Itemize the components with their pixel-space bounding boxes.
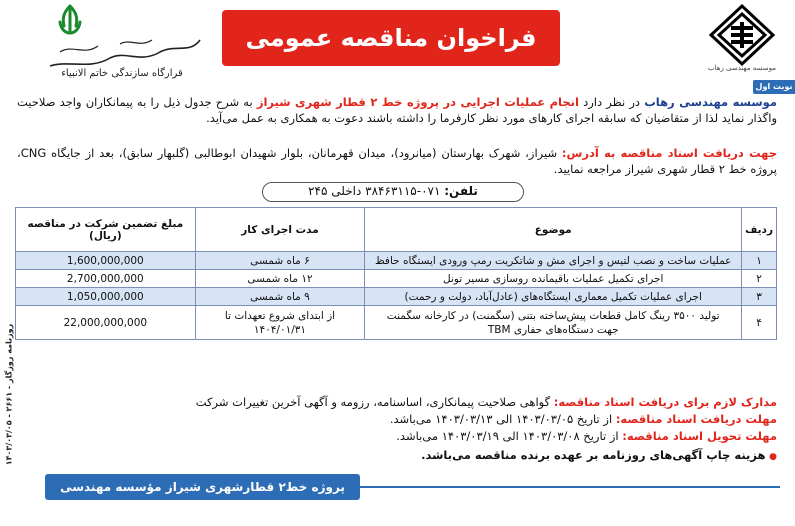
row-amount: 2,700,000,000 xyxy=(16,270,196,288)
cost-note: هزینه چاپ آگهی‌های روزنامه بر عهده برنده مناقصه می‌باشد. xyxy=(421,448,766,462)
row-subject-line-1: تولید ۳۵۰۰ رینگ کامل قطعات پیش‌ساخته بتنی (سگمنت) در کارخانه سگمنت xyxy=(386,309,720,322)
footer-divider xyxy=(360,486,780,488)
bullet-icon: ● xyxy=(769,452,777,462)
newspaper-date-strip xyxy=(2,300,16,500)
newspaper-date-text: روزنامه روزگار - ۲۶۶۱ - ۱۴۰۳/۰۳/۰۵ xyxy=(4,323,14,466)
rahab-org-caption: موسسه مهندسی رهاب xyxy=(708,64,776,72)
khatam-signature-logo xyxy=(40,30,205,78)
table-header-row xyxy=(16,208,777,252)
receive-label: مهلت دریافت اسناد مناقصه: xyxy=(615,412,777,426)
intro-text-1: در نظر دارد xyxy=(578,95,645,109)
deliver-label: مهلت تحویل اسناد مناقصه: xyxy=(622,429,777,443)
row-subject: اجرای تکمیل عملیات باقیمانده روسازی مسیر تونل xyxy=(365,270,742,288)
row-duration: ۱۲ ماه شمسی xyxy=(195,270,365,288)
row-num: ۱ xyxy=(742,252,777,270)
row-subject: عملیات ساخت و نصب لتیس و اجرای مش و شاتکریت رمپ ورودی ایستگاه حافظ xyxy=(365,252,742,270)
required-docs-line xyxy=(17,394,777,410)
docs-text: گواهی صلاحیت پیمانکاری، اساسنامه، رزومه و آگهی آخرین تغییرات شرکت xyxy=(195,395,554,409)
address-label: جهت دریافت اسناد مناقصه به آدرس: xyxy=(561,146,777,160)
row-amount: 1,050,000,000 xyxy=(16,288,196,306)
row-subject xyxy=(365,306,742,340)
row-num: ۴ xyxy=(742,306,777,340)
row-amount: 22,000,000,000 xyxy=(16,306,196,340)
header-subject: موضوع xyxy=(365,208,742,252)
row-subject-line-2: جهت دستگاه‌های حفاری TBM xyxy=(487,323,619,336)
footer-bar: پروژه خط۲ قطارشهری شیراز مؤسسه مهندسی رهاب xyxy=(45,474,360,500)
receive-text: از تاریخ ۱۴۰۳/۰۳/۰۵ الی ۱۴۰۳/۰۳/۱۳ می‌باشد. xyxy=(389,412,616,426)
row-num: ۲ xyxy=(742,270,777,288)
row-subject: اجرای عملیات تکمیل معماری ایستگاه‌های (عادل‌آباد، دولت و رحمت) xyxy=(365,288,742,306)
header-amount: مبلغ تضمین شرکت در مناقصه (ریال) xyxy=(16,208,196,252)
row-duration: ۶ ماه شمسی xyxy=(195,252,365,270)
row-duration-line-2: ۱۴۰۴/۰۱/۳۱ xyxy=(253,323,307,336)
cost-note-line xyxy=(17,447,777,465)
intro-paragraph xyxy=(17,94,777,144)
header-duration: مدت اجرای کار xyxy=(195,208,365,252)
page-title: فراخوان مناقصه عمومی xyxy=(245,24,537,52)
table-row xyxy=(16,270,777,288)
signature-text: قرارگاه سازندگی خاتم الانبیاء xyxy=(61,68,183,79)
receive-deadline-line xyxy=(17,411,777,427)
row-duration xyxy=(195,306,365,340)
table-row xyxy=(16,306,777,340)
row-num: ۳ xyxy=(742,288,777,306)
address-paragraph xyxy=(17,145,777,179)
header-num: ردیف xyxy=(742,208,777,252)
rahab-logo xyxy=(707,4,777,80)
title-banner xyxy=(222,10,560,66)
deliver-deadline-line xyxy=(17,428,777,444)
intro-org: موسسه مهندسی رهاب xyxy=(644,95,777,109)
rahab-logo-icon xyxy=(707,4,777,66)
round-badge: نوبت اول xyxy=(753,80,795,94)
row-duration: ۹ ماه شمسی xyxy=(195,288,365,306)
intro-text-2: به شرح جدول ذیل را به پیمانکاران واجد صلاحیت واگذار نماید لذا از متقاضیان که سابقه اجرای کارهای مورد نظر کارفرما را داشته باشند دعوت به همکاری به عمل می‌آید. xyxy=(17,95,777,125)
phone-label: تلفن: xyxy=(444,184,478,198)
table-row xyxy=(16,288,777,306)
phone-value: ۰۷۱-۳۸۴۶۳۱۱۵ داخلی ۲۴۵ xyxy=(308,184,441,198)
row-amount: 1,600,000,000 xyxy=(16,252,196,270)
row-duration-line-1: از ابتدای شروع تعهدات تا xyxy=(224,309,336,322)
table-row xyxy=(16,252,777,270)
docs-label: مدارک لازم برای دریافت اسناد مناقصه: xyxy=(553,395,777,409)
address-text: شیراز، شهرک بهارستان (میانرود)، میدان قهرمانان، بلوار شهیدان ابوطالبی (گلبهار سابق)، بعد از جایگاه CNG، پروژه خط ۲ قطار شهری شیراز مراجعه نمایید. xyxy=(17,146,777,176)
tender-table xyxy=(15,207,777,340)
intro-project: انجام عملیات اجرایی در پروژه خط ۲ قطار شهری شیراز xyxy=(256,95,579,109)
phone-box xyxy=(262,182,524,202)
deliver-text: از تاریخ ۱۴۰۳/۰۳/۰۸ الی ۱۴۰۳/۰۳/۱۹ می‌باشد. xyxy=(396,429,623,443)
